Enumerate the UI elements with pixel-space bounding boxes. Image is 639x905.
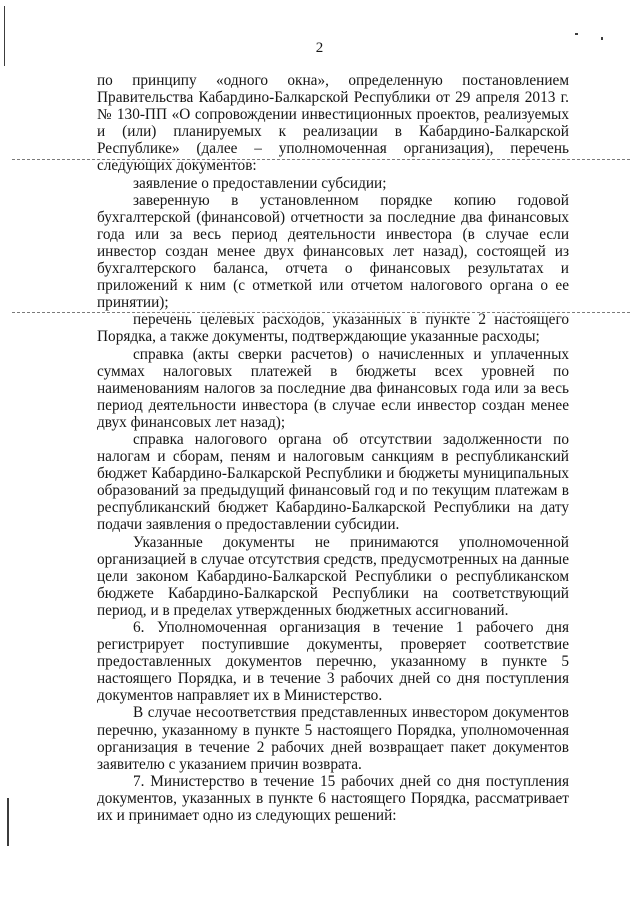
paragraph-accounting-statements: заверенную в установленном порядке копию годовой бухгалтерской (финансовой) отчетности за последние два финансовых года или за весь период деятельности инвестора (в случае если инвестор создан менее двух финансовых лет назад), состоящей из бухгалтерского баланса, отчета о финансовых результатах и приложений к ним (с отметкой или отчетом налогового органа о ее принятии); [97,191,569,312]
paragraph-one-window-organization: по принципу «одного окна», определенную постановлением Правительства Кабардино-Балкарской Республики от 29 апреля 2013 г. № 130-ПП «О сопровождении инвестиционных проектов, реализуемых и (или) планируемых к реализации в Кабардино-Балкарской Республике» (далее – уполномоченная организация), перечень следующих документов: [97,72,569,175]
document-body [97,72,569,824]
paragraph-target-expenses: перечень целевых расходов, указанных в пункте 2 настоящего Порядка, а также документы, подтверждающие указанные расходы; [97,311,569,346]
paragraph-subsidy-application: заявление о предоставлении субсидии; [133,174,387,192]
paragraph-item-6-registration: 6. Уполномоченная организация в течение 1 рабочего дня регистрирует поступившие документы, проверяет соответствие предоставленных документов перечню, указанному в пункте 5 настоящего Порядка, и в течение 3 рабочих дней со дня поступления документов направляет их в Министерство. [97,619,569,705]
scan-artifact-line [12,312,630,313]
scan-speck [575,33,578,35]
page-number: 2 [315,40,324,56]
paragraph-documents-returned: В случае несоответствия представленных инвестором документов перечню, указанному в пункте 5 настоящего Порядка, уполномоченная организация в течение 2 рабочих дней возвращает пакет документов заявителю с указанием причин возврата. [97,704,569,773]
scan-artifact-line [12,159,630,160]
paragraph-documents-not-accepted: Указанные документы не принимаются уполномоченной организацией в случае отсутствия средств, предусмотренных на данные цели законом Кабардино-Балкарской Республики о республиканском бюджете Кабардино-Балкарской Республики на соответствующий период, и в пределах утвержденных бюджетных ассигнований. [97,533,569,619]
paragraph-tax-payments-certificate: справка (акты сверки расчетов) о начисленных и уплаченных суммах налоговых платежей в бюджеты всех уровней по наименованиям налогов за последние два финансовых года или за весь период деятельности инвестора (в случае если инвестор создан менее двух финансовых лет назад); [97,345,569,431]
paragraph-no-arrears-certificate: справка налогового органа об отсутствии задолженности по налогам и сборам, пеням и налоговым санкциям в республиканский бюджет Кабардино-Балкарской Республики и бюджеты муниципальных образований за предыдущий финансовый год и по текущим платежам в республиканский бюджет Кабардино-Балкарской Республики на дату подачи заявления о предоставлении субсидии. [97,430,569,534]
scan-margin-mark-bottom [7,798,9,846]
scan-margin-mark-top [4,6,5,66]
paragraph-item-7-ministry-review: 7. Министерство в течение 15 рабочих дней со дня поступления документов, указанных в пункте 6 настоящего Порядка, рассматривает их и принимает одно из следующих решений: [97,772,569,825]
